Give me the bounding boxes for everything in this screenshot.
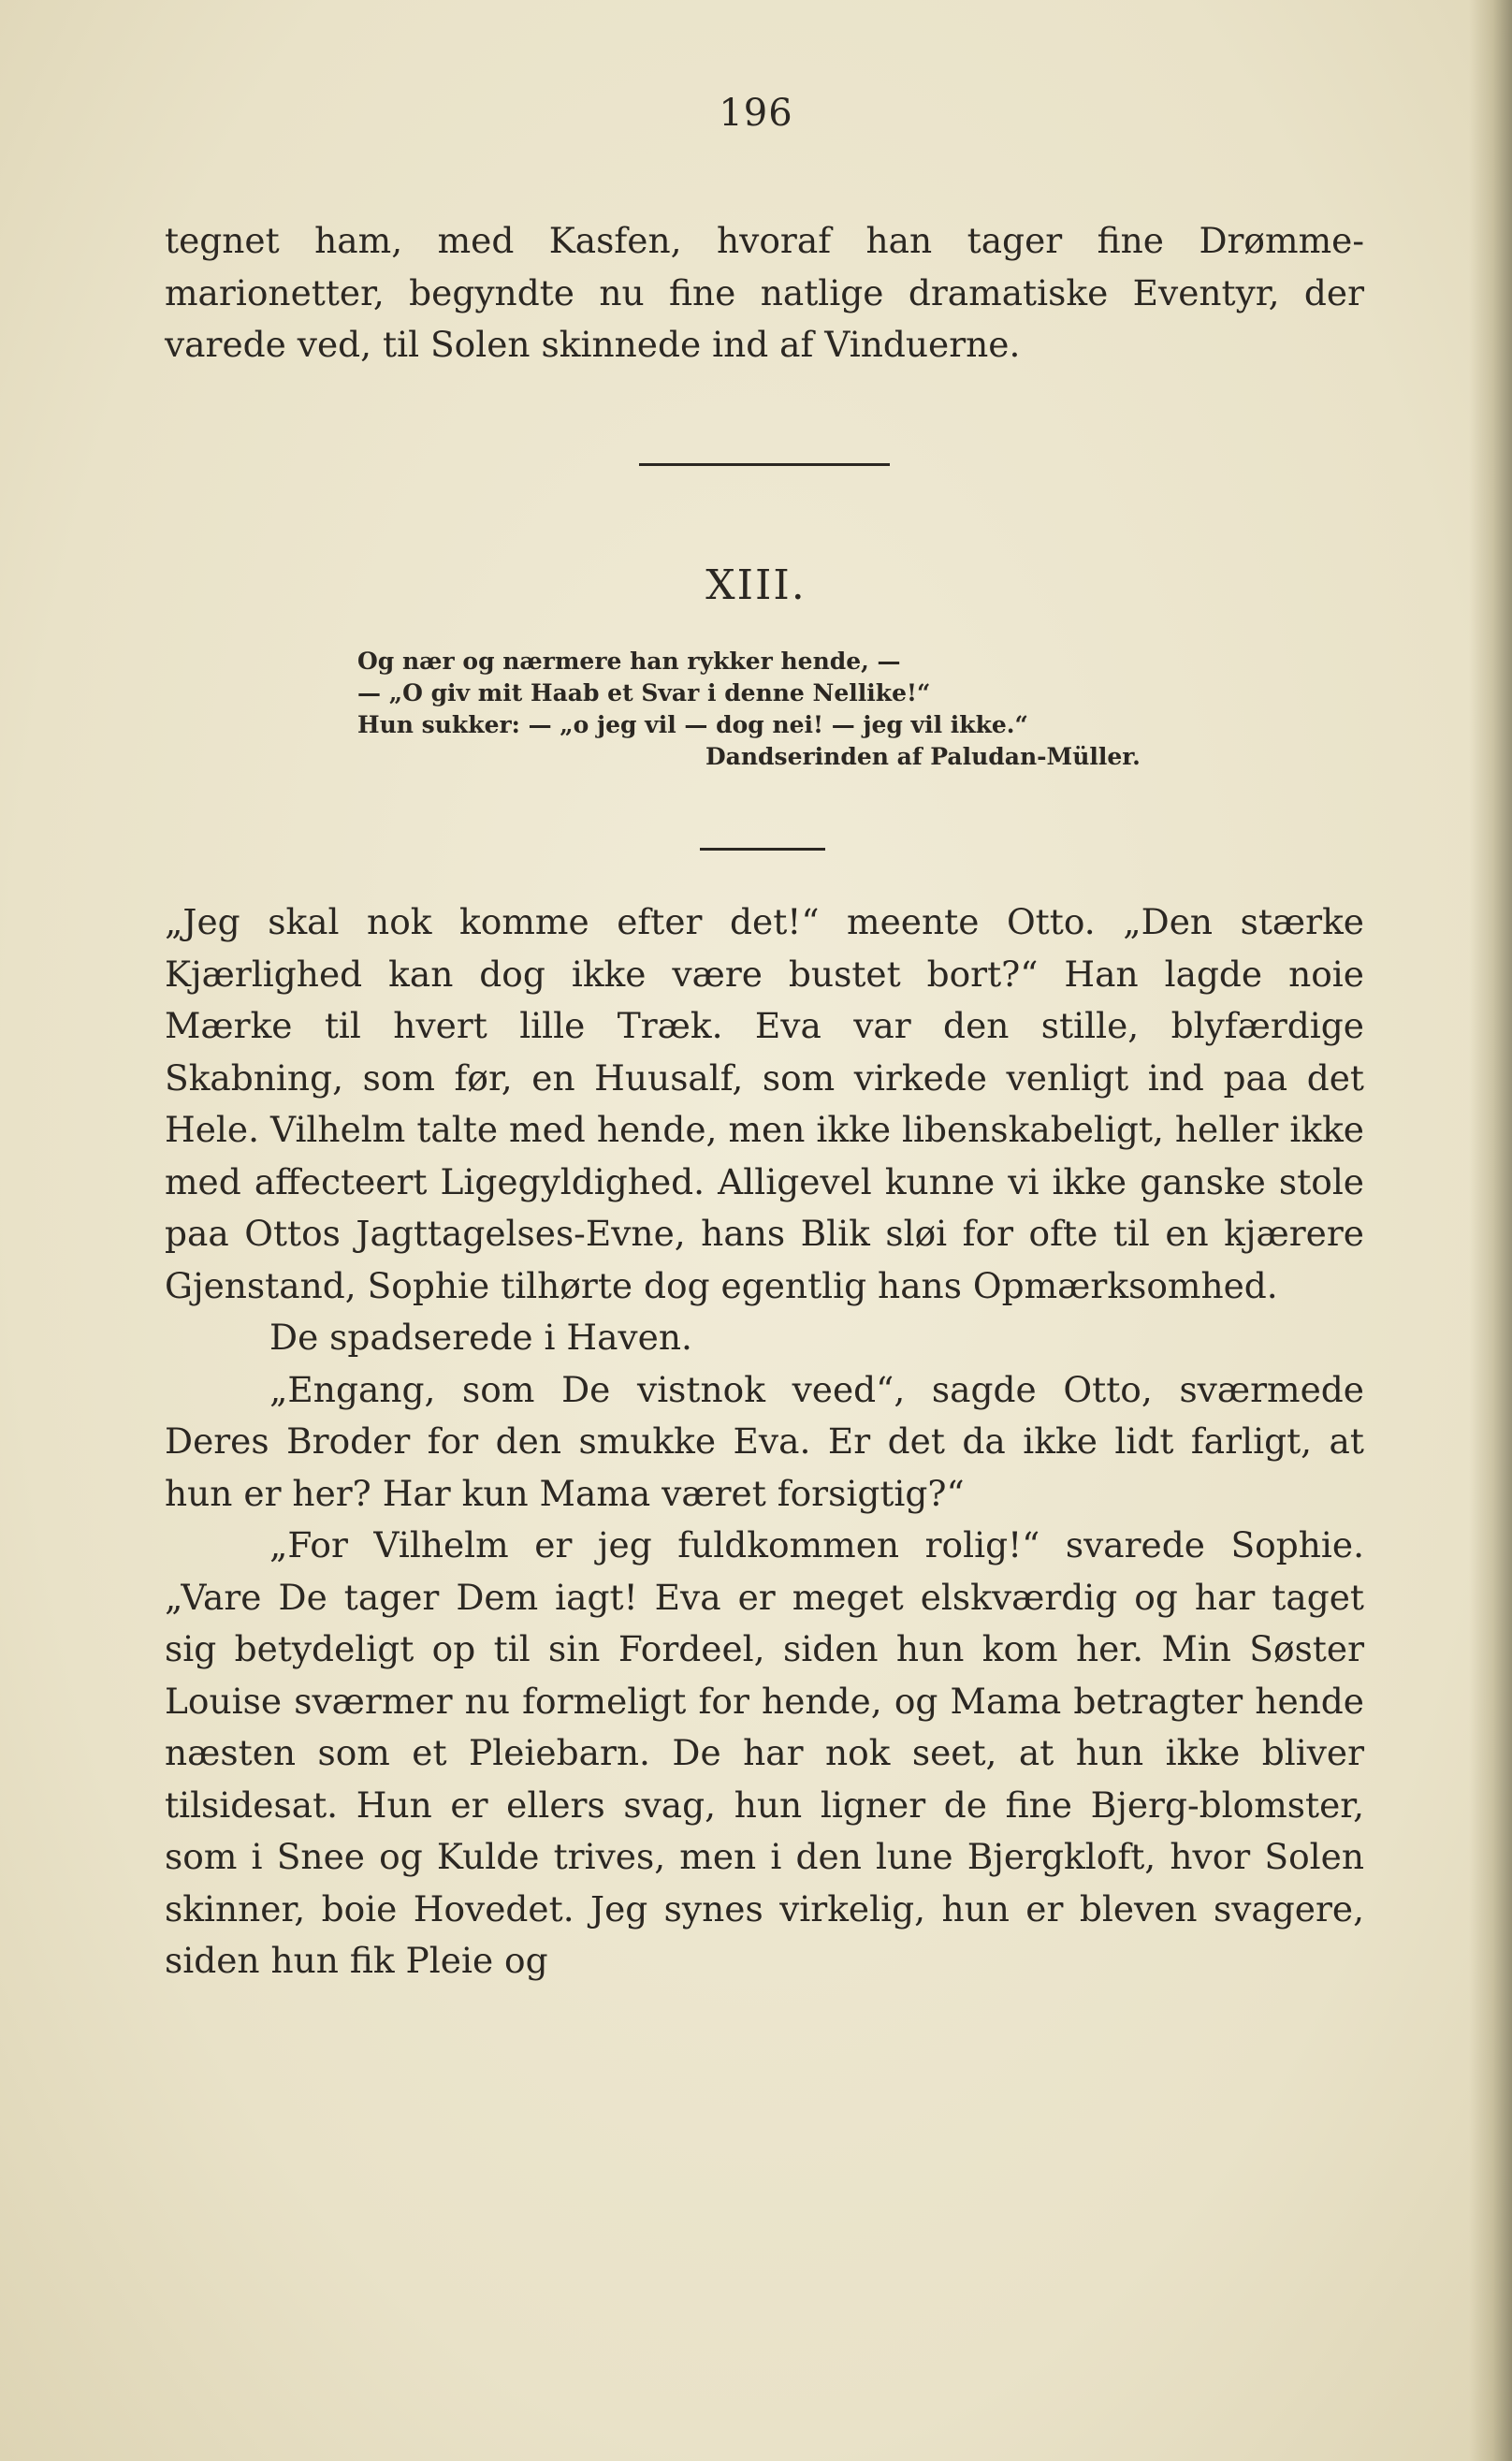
page-edge-shadow bbox=[1469, 0, 1512, 2461]
body-paragraph: „Engang, som De vistnok veed“, sagde Otto, sværmede Deres Broder for den smukke Eva. Er det da ikke lidt farligt, at hun er her? Har kun Mama været forsigtig?“ bbox=[165, 1368, 1364, 1514]
page-number: 196 bbox=[719, 92, 793, 135]
epigraph-line: — „O giv mit Haab et Svar i denne Nellike!“ bbox=[357, 679, 931, 706]
epigraph bbox=[357, 646, 1293, 773]
chapter-title: XIII. bbox=[705, 561, 807, 609]
epigraph-line: Og nær og nærmere han rykker hende, — bbox=[357, 648, 901, 675]
body-paragraph: „For Vilhelm er jeg fuldkommen rolig!“ svarede Sophie. „Vare De tager Dem iagt! Eva er meget elskværdig og har taget sig betydeligt op til sin Fordeel, siden hun kom her. Min Søster Louise sværmer nu formeligt for hende, og Mama betragter hende næsten som et Pleiebarn. De har nok seet, at hun ikke bliver tilsidesat. Hun er ellers svag, hun ligner de fine Bjerg-blomster, som i Snee og Kulde trives, men i den lune Bjergkloft, hvor Solen skinner, boie Hovedet. Jeg synes virkelig, hun er bleven svagere, siden hun fik Pleie og bbox=[165, 1524, 1364, 1981]
epigraph-attribution: Dandserinden af Paludan-Müller. bbox=[705, 743, 1141, 770]
body-paragraph: De spadserede i Haven. bbox=[269, 1317, 692, 1358]
chapter-body bbox=[165, 896, 1364, 1988]
epigraph-line: Hun sukker: — „o jeg vil — dog nei! — jeg vil ikke.“ bbox=[357, 711, 1028, 738]
opening-paragraph-block bbox=[165, 215, 1364, 371]
opening-paragraph: tegnet ham, med Kasfen, hvoraf han tager fine Drømme-marionetter, begyndte nu fine natlige dramatiske Eventyr, der varede ved, til Solen skinnede ind af Vinduerne. bbox=[165, 220, 1364, 365]
section-divider-bottom bbox=[700, 848, 825, 851]
body-paragraph: „Jeg skal nok komme efter det!“ meente Otto. „Den stærke Kjærlighed kan dog ikke være bustet bort?“ Han lagde noie Mærke til hvert lille Træk. Eva var den stille, blyfærdige Skabning, som før, en Huusalf, som virkede venligt ind paa det Hele. Vilhelm talte med hende, men ikke libenskabeligt, heller ikke med affecteert Ligegyldighed. Alligevel kunne vi ikke ganske stole paa Ottos Jagttagelses-Evne, hans Blik sløi for ofte til en kjærere Gjenstand, Sophie tilhørte dog egentlig hans Opmærksomhed. bbox=[165, 901, 1364, 1306]
section-divider-top bbox=[639, 463, 890, 466]
